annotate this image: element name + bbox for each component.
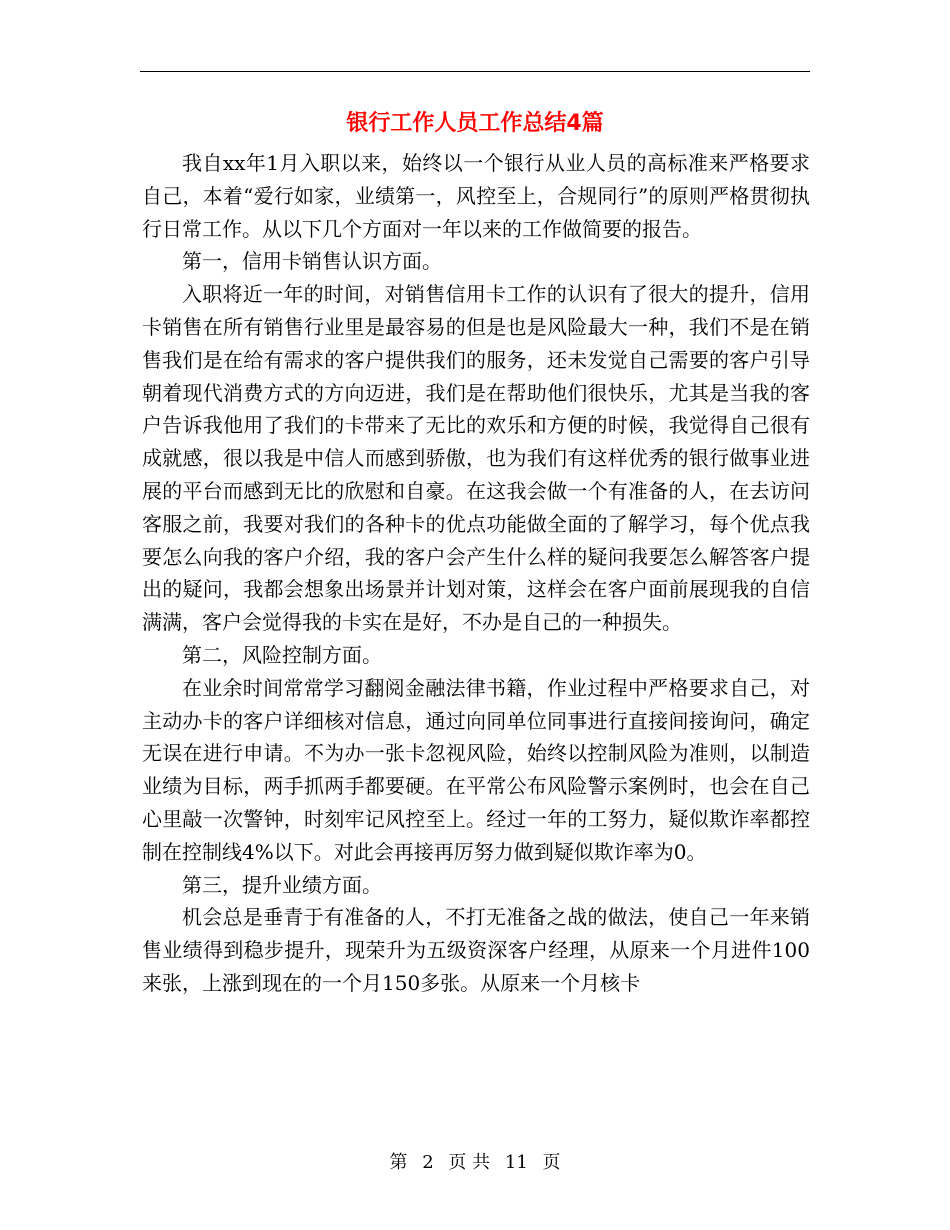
paragraph-section-3: 机会总是垂青于有准备的人，不打无准备之战的做法，使自己一年来销售业绩得到稳步提升，现荣升为五级资深客户经理，从原来一个月进件100来张，上涨到现在的一个月150多张。从原来一个月核卡 — [142, 905, 810, 995]
paragraph-section-2: 在业余时间常常学习翻阅金融法律书籍，作业过程中严格要求自己，对主动办卡的客户详细核对信息，通过向同单位同事进行直接间接询问，确定无误在进行申请。不为办一张卡忽视风险，始终以控制风险为准则，以制造业绩为目标，两手抓两手都要硬。在平常公布风险警示案例时，也会在自己心里敲一次警钟，时刻牢记风控至上。经过一年的工努力，疑似欺诈率都控制在控制线4%以下。对此会再接再厉努力做到疑似欺诈率为0。 — [142, 675, 810, 864]
section-heading-1: 第一，信用卡销售认识方面。 — [182, 249, 442, 274]
footer-middle: 页 共 — [448, 1152, 491, 1173]
paragraph-section-1: 入职将近一年的时间，对销售信用卡工作的认识有了很大的提升，信用卡销售在所有销售行业里是最容易的但是也是风险最大一种，我们不是在销售我们是在给有需求的客户提供我们的服务，还未发觉自己需要的客户引导朝着现代消费方式的方向迈进，我们是在帮助他们很快乐，尤其是当我的客户告诉我他用了我们的卡带来了无比的欢乐和方便的时候，我觉得自己很有成就感，很以我是中信人而感到骄傲，也为我们有这样优秀的银行做事业进展的平台而感到无比的欣慰和自豪。在这我会做一个有准备的人，在去访问客服之前，我要对我们的各种卡的优点功能做全面的了解学习，每个优点我要怎么向我的客户介绍，我的客户会产生什么样的疑问我要怎么解答客户提出的疑问，我都会想象出场景并计划对策，这样会在客户面前展现我的自信满满，客户会觉得我的卡实在是好，不办是自己的一种损失。 — [142, 282, 810, 635]
paragraph-intro: 我自xx年1月入职以来，始终以一个银行从业人员的高标准来严格要求自己，本着“爱行如家，业绩第一，风控至上，合规同行”的原则严格贯彻执行日常工作。从以下几个方面对一年以来的工作做简要的报告。 — [142, 151, 810, 241]
page-footer — [0, 1150, 950, 1176]
footer-page-number: 2 — [422, 1152, 434, 1173]
section-heading-2: 第二，风险控制方面。 — [182, 642, 382, 667]
footer-prefix: 第 — [389, 1152, 408, 1173]
footer-total-pages: 11 — [504, 1152, 528, 1173]
footer-suffix: 页 — [542, 1152, 561, 1173]
header-rule — [140, 71, 810, 72]
section-heading-3: 第三，提升业绩方面。 — [182, 872, 382, 897]
document-body — [142, 147, 810, 1000]
document-title: 银行工作人员工作总结4篇 — [346, 111, 604, 136]
